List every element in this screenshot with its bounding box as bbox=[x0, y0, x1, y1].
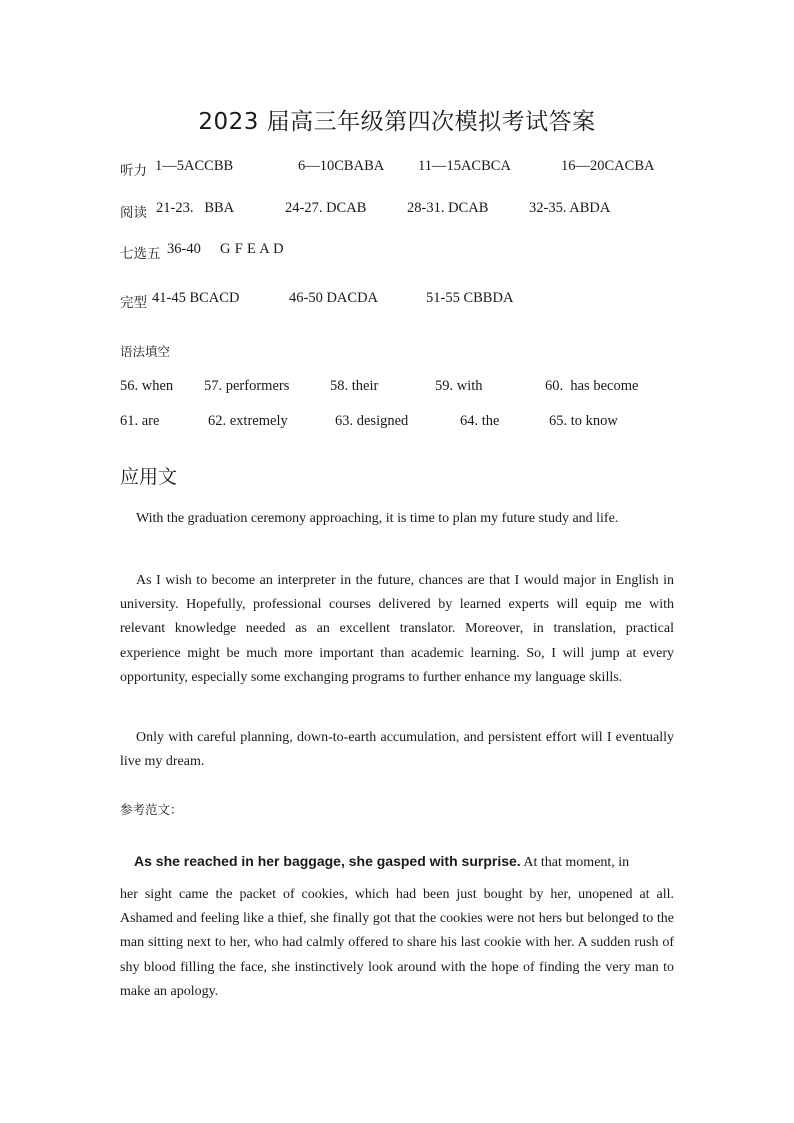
cloze-answer-2: 46-50 DACDA bbox=[289, 290, 379, 306]
applied-writing-heading: 应用文 bbox=[120, 466, 178, 488]
reading-answer-1: 21-23. BBA bbox=[156, 200, 235, 216]
grammar-answer-63: 63. designed bbox=[335, 413, 409, 429]
sample-essay-label: 参考范文： bbox=[120, 802, 183, 817]
grammar-answer-64: 64. the bbox=[460, 413, 500, 429]
seven-choose-five-label: 七选五 bbox=[120, 246, 161, 262]
applied-writing-paragraph-1: With the graduation ceremony approaching, it is time to plan my future study and life. bbox=[136, 511, 619, 526]
grammar-answer-62: 62. extremely bbox=[208, 413, 288, 429]
listening-answer-1: 1—5ACCBB bbox=[155, 158, 234, 174]
reading-answer-4: 32-35. ABDA bbox=[529, 200, 611, 216]
cloze-label: 完型 bbox=[120, 295, 147, 311]
applied-writing-paragraph-3: Only with careful planning, down-to-earth accumulation, and persistent effort will I eventually live my dream. bbox=[120, 730, 674, 770]
sample-essay-lead-line bbox=[134, 853, 629, 871]
sample-essay-lead-sentence: As she reached in her baggage, she gasped with surprise. bbox=[134, 853, 521, 869]
grammar-label: 语法填空 bbox=[120, 344, 171, 359]
page-title: 2023 届高三年级第四次模拟考试答案 bbox=[198, 109, 596, 135]
grammar-answer-56: 56. when bbox=[120, 378, 174, 394]
sample-essay-body: her sight came the packet of cookies, which had been just bought by her, unopened at all. Ashamed and feeling like a thief, she finally got that the cookies were not hers but belonged to the man sitting next to her, who had calmly offered to share his last cookie with her. A sudden rush of shy blood filling the face, she instinctively look around with the hope of finding the very man to make an apology. bbox=[120, 887, 674, 999]
grammar-answer-58: 58. their bbox=[330, 378, 379, 394]
listening-answer-4: 16—20CACBA bbox=[561, 158, 655, 174]
listening-answer-2: 6—10CBABA bbox=[298, 158, 385, 174]
reading-answer-3: 28-31. DCAB bbox=[407, 200, 489, 216]
cloze-answer-3: 51-55 CBBDA bbox=[426, 290, 514, 306]
grammar-answer-61: 61. are bbox=[120, 413, 160, 429]
cloze-answer-1: 41-45 BCACD bbox=[152, 290, 240, 306]
reading-answer-2: 24-27. DCAB bbox=[285, 200, 367, 216]
seven-choose-five-answers: G F E A D bbox=[220, 241, 284, 257]
grammar-answer-57: 57. performers bbox=[204, 378, 290, 394]
reading-label: 阅读 bbox=[120, 205, 147, 221]
seven-choose-five-range: 36-40 bbox=[167, 241, 201, 257]
listening-answer-3: 11—15ACBCA bbox=[418, 158, 511, 174]
sample-essay-lead-rest: At that moment, in bbox=[520, 855, 630, 870]
listening-label: 听力 bbox=[120, 163, 147, 179]
grammar-answer-60: 60. has become bbox=[545, 378, 639, 394]
applied-writing-paragraph-2: As I wish to become an interpreter in the future, chances are that I would major in English in university. Hopefully, professional courses delivered by learned experts will equip me with relevant knowledge needed as an excellent translator. Moreover, in translation, practical experience might be much more important than academic learning. So, I will jump at every opportunity, especially some exchanging programs to further enhance my language skills. bbox=[120, 573, 674, 685]
grammar-answer-59: 59. with bbox=[435, 378, 483, 394]
grammar-answer-65: 65. to know bbox=[549, 413, 618, 429]
